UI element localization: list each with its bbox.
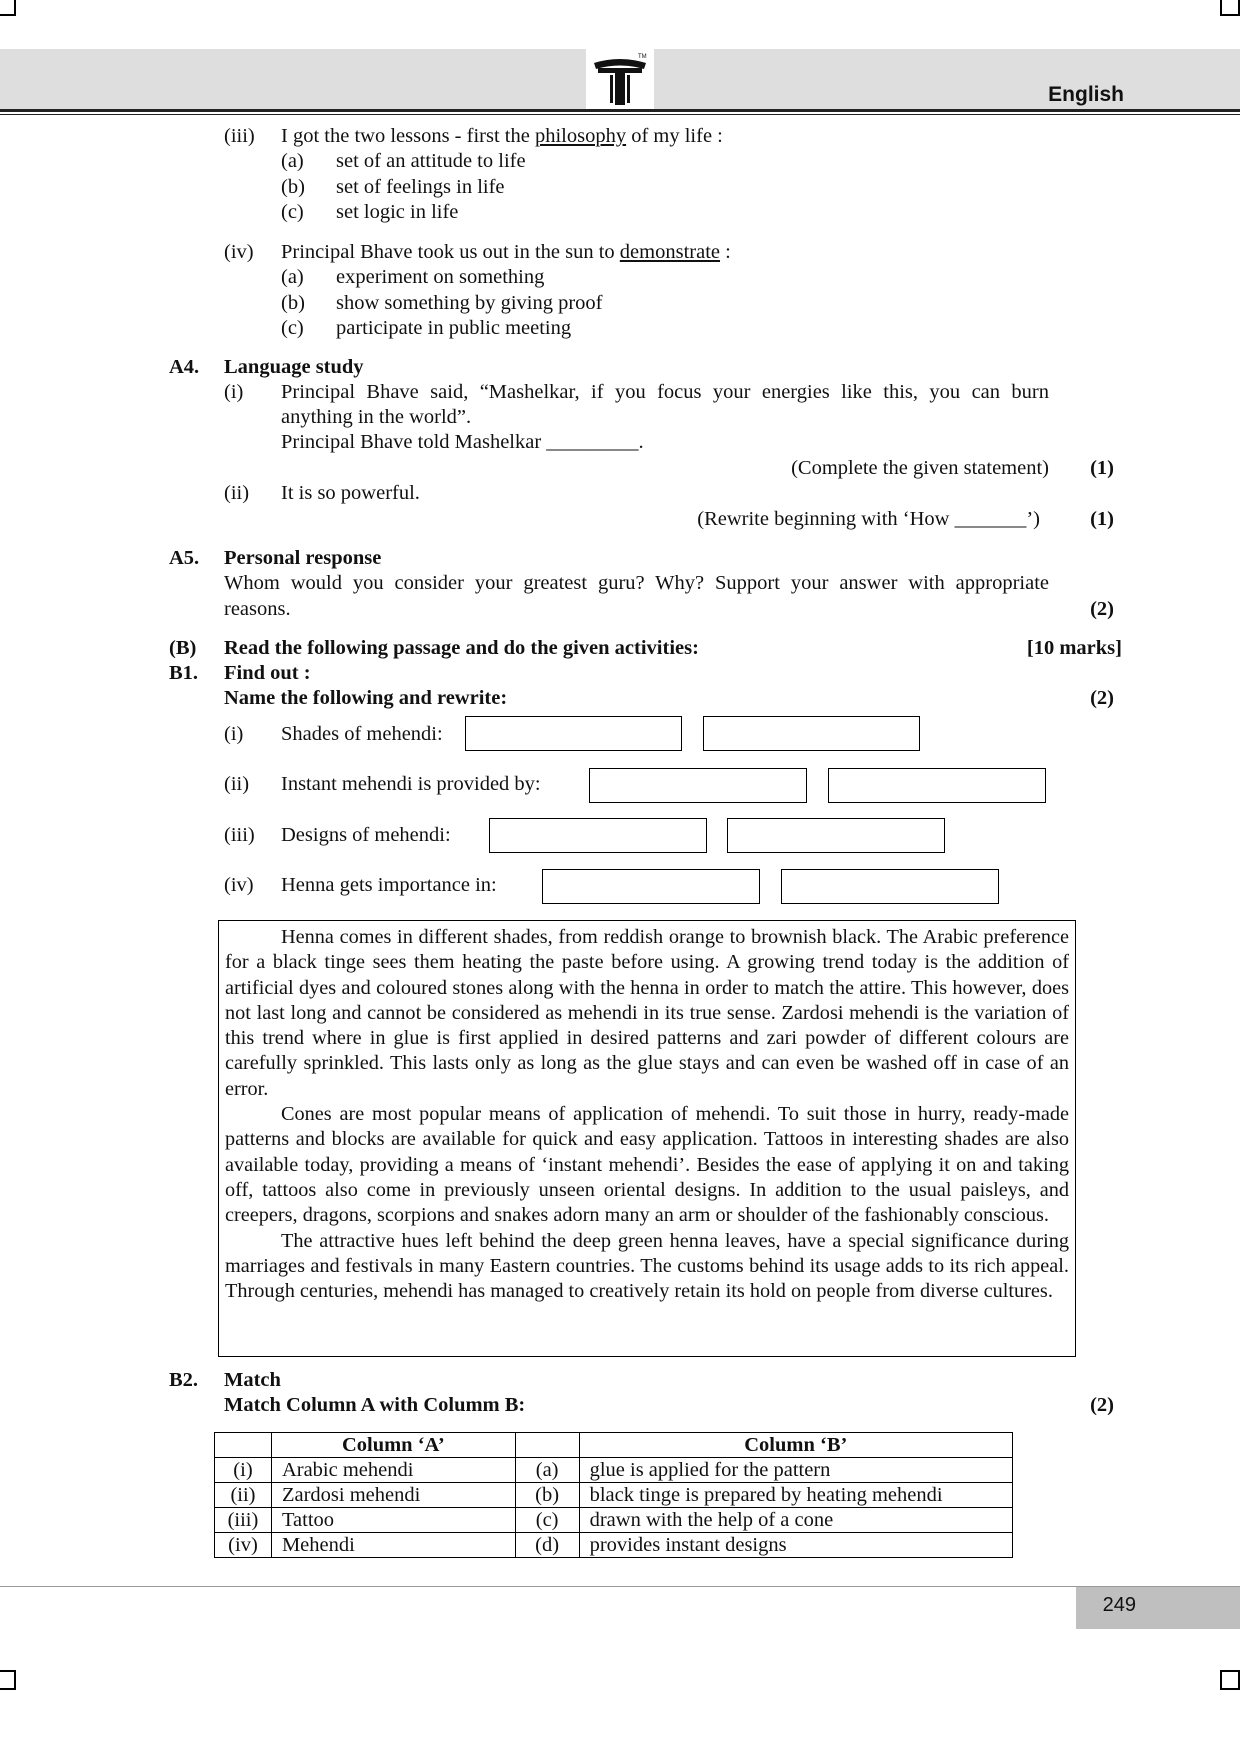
header-divider [0,109,1240,112]
b1-item-number: (ii) [224,773,250,795]
table-cell: (c) [515,1508,579,1533]
table-cell: (ii) [215,1483,272,1508]
q3-number: (iii) [224,125,255,147]
b1-item-label: Instant mehendi is provided by: [281,773,541,795]
answer-box[interactable] [727,818,945,853]
b1-item-number: (iii) [224,824,255,846]
table-cell [515,1433,579,1458]
answer-box[interactable] [828,768,1046,803]
column-a-header: Column ‘A’ [271,1433,515,1458]
publisher-logo-icon [586,49,654,111]
q3-option-letter: (b) [281,176,305,198]
table-cell: Mehendi [271,1533,515,1558]
a5-number: A5. [169,547,200,569]
table-cell [215,1433,272,1458]
q3-text: I got the two lessons - first the philosophy of my life : [281,125,723,147]
subject-label: English [1048,83,1124,106]
a4-number: A4. [169,356,200,378]
q3-underlined-word: philosophy [534,125,627,147]
b1-title: Find out : [224,662,311,684]
q4-option-letter: (a) [281,266,304,288]
table-row [215,1508,1013,1533]
section-b-title: Read the following passage and do the given activities: [224,637,699,659]
a4-ii-instruction: (Rewrite beginning with ‘How _______’) [697,508,1040,530]
footer-divider [0,1586,1240,1587]
answer-box[interactable] [465,716,682,751]
b2-title: Match [224,1369,281,1391]
q4-number: (iv) [224,241,254,263]
a4-i-line: Principal Bhave told Mashelkar _________. [281,431,644,453]
q3-option-text: set of an attitude to life [336,150,526,172]
crop-mark-top-left [0,0,16,16]
column-b-header: Column ‘B’ [579,1433,1012,1458]
section-b-number: (B) [169,637,197,659]
table-cell: Zardosi mehendi [271,1483,515,1508]
table-cell: (b) [515,1483,579,1508]
q3-option-text: set logic in life [336,201,459,223]
table-cell: black tinge is prepared by heating mehendi [579,1483,1012,1508]
crop-mark-bottom-left [0,1670,16,1690]
a4-ii-marks: (1) [1090,508,1114,530]
table-cell: (d) [515,1533,579,1558]
a4-i-line: anything in the world”. [281,406,472,428]
table-cell: Tattoo [271,1508,515,1533]
a4-i-line: Principal Bhave said, “Mashelkar, if you focus your energies like this, you can burn [281,381,1049,403]
b2-subtitle: Match Column A with Columm B: [224,1394,526,1416]
answer-box[interactable] [489,818,707,853]
table-cell: (iii) [215,1508,272,1533]
passage-paragraph: The attractive hues left behind the deep green henna leaves, have a special significance during marriages and festivals in many Eastern countries. The customs behind its usage adds to its rich appeal. Through centuries, mehendi has managed to creatively retain its hold on people from diverse cultures. [225,1229,1069,1303]
q4-option-text: participate in public meeting [336,317,572,339]
q4-option-letter: (b) [281,292,305,314]
table-row [215,1458,1013,1483]
q4-option-letter: (c) [281,317,304,339]
table-cell: (iv) [215,1533,272,1558]
a4-title: Language study [224,356,364,378]
b1-item-number: (i) [224,723,244,745]
a5-question-line: reasons. [224,598,291,620]
passage-paragraph: Henna comes in different shades, from reddish orange to brownish black. The Arabic preference for a black tinge sees them heating the paste before using. A growing trend today is the addition of artificial dyes and coloured stones along with the henna in order to match the attire. This however, does not last long and cannot be considered as mehendi in its true sense. Zardosi mehendi is the variation of this trend where in glue is first applied in desired patterns and zari powder of different colours are carefully sprinkled. This lasts only as long as the glue stays and can even be washed off in case of an error. [225,926,1069,1100]
a4-ii-text: It is so powerful. [281,482,420,504]
q4-text: Principal Bhave took us out in the sun to demonstrate : [281,241,731,263]
table-cell: (a) [515,1458,579,1483]
header-divider-thin [0,114,1240,115]
publisher-logo [586,49,654,111]
q4-option-text: show something by giving proof [336,292,603,314]
answer-box[interactable] [589,768,807,803]
b2-number: B2. [169,1369,199,1391]
page-number: 249 [1102,1594,1136,1616]
a4-i-number: (i) [224,381,244,403]
svg-text:TM: TM [638,54,647,60]
reading-passage [218,920,1076,1357]
b1-item-label: Shades of mehendi: [281,723,443,745]
answer-box[interactable] [542,869,760,904]
a4-i-instruction: (Complete the given statement) [791,457,1049,479]
answer-box[interactable] [703,716,920,751]
table-cell: Arabic mehendi [271,1458,515,1483]
b1-marks: (2) [1090,687,1114,709]
a4-i-marks: (1) [1090,457,1114,479]
b1-item-number: (iv) [224,874,254,896]
table-row [215,1533,1013,1558]
table-cell: provides instant designs [579,1533,1012,1558]
a5-question-line: Whom would you consider your greatest guru? Why? Support your answer with appropriate [224,572,1049,594]
a4-ii-number: (ii) [224,482,250,504]
table-row [215,1483,1013,1508]
b1-number: B1. [169,662,199,684]
b1-subtitle: Name the following and rewrite: [224,687,508,709]
crop-mark-top-right [1220,0,1240,16]
q3-option-text: set of feelings in life [336,176,505,198]
q4-option-text: experiment on something [336,266,545,288]
a5-marks: (2) [1090,598,1114,620]
q3-option-letter: (c) [281,201,304,223]
table-cell: (i) [215,1458,272,1483]
q4-underlined-word: demonstrate [619,241,720,263]
table-cell: glue is applied for the pattern [579,1458,1012,1483]
passage-paragraph: Cones are most popular means of application of mehendi. To suit those in hurry, ready-made patterns and blocks are available for quick and easy application. Tattoos in interesting shades are also available today, providing a means of ‘instant mehendi’. Besides the ease of applying it on and taking off, tattoos also come in previously unseen oriental designs. In addition to the usual paisleys, and creepers, dragons, scorpions and snakes adorn many an arm or shoulder of the fashionably conscious. [225,1103,1069,1227]
match-table [214,1432,1013,1558]
section-b-marks: [10 marks] [1026,637,1122,659]
b1-item-label: Designs of mehendi: [281,824,451,846]
b2-marks: (2) [1090,1394,1114,1416]
b1-item-label: Henna gets importance in: [281,874,497,896]
table-header-row [215,1433,1013,1458]
crop-mark-bottom-right [1220,1670,1240,1690]
a5-title: Personal response [224,547,382,569]
q3-option-letter: (a) [281,150,304,172]
table-cell: drawn with the help of a cone [579,1508,1012,1533]
answer-box[interactable] [781,869,999,904]
